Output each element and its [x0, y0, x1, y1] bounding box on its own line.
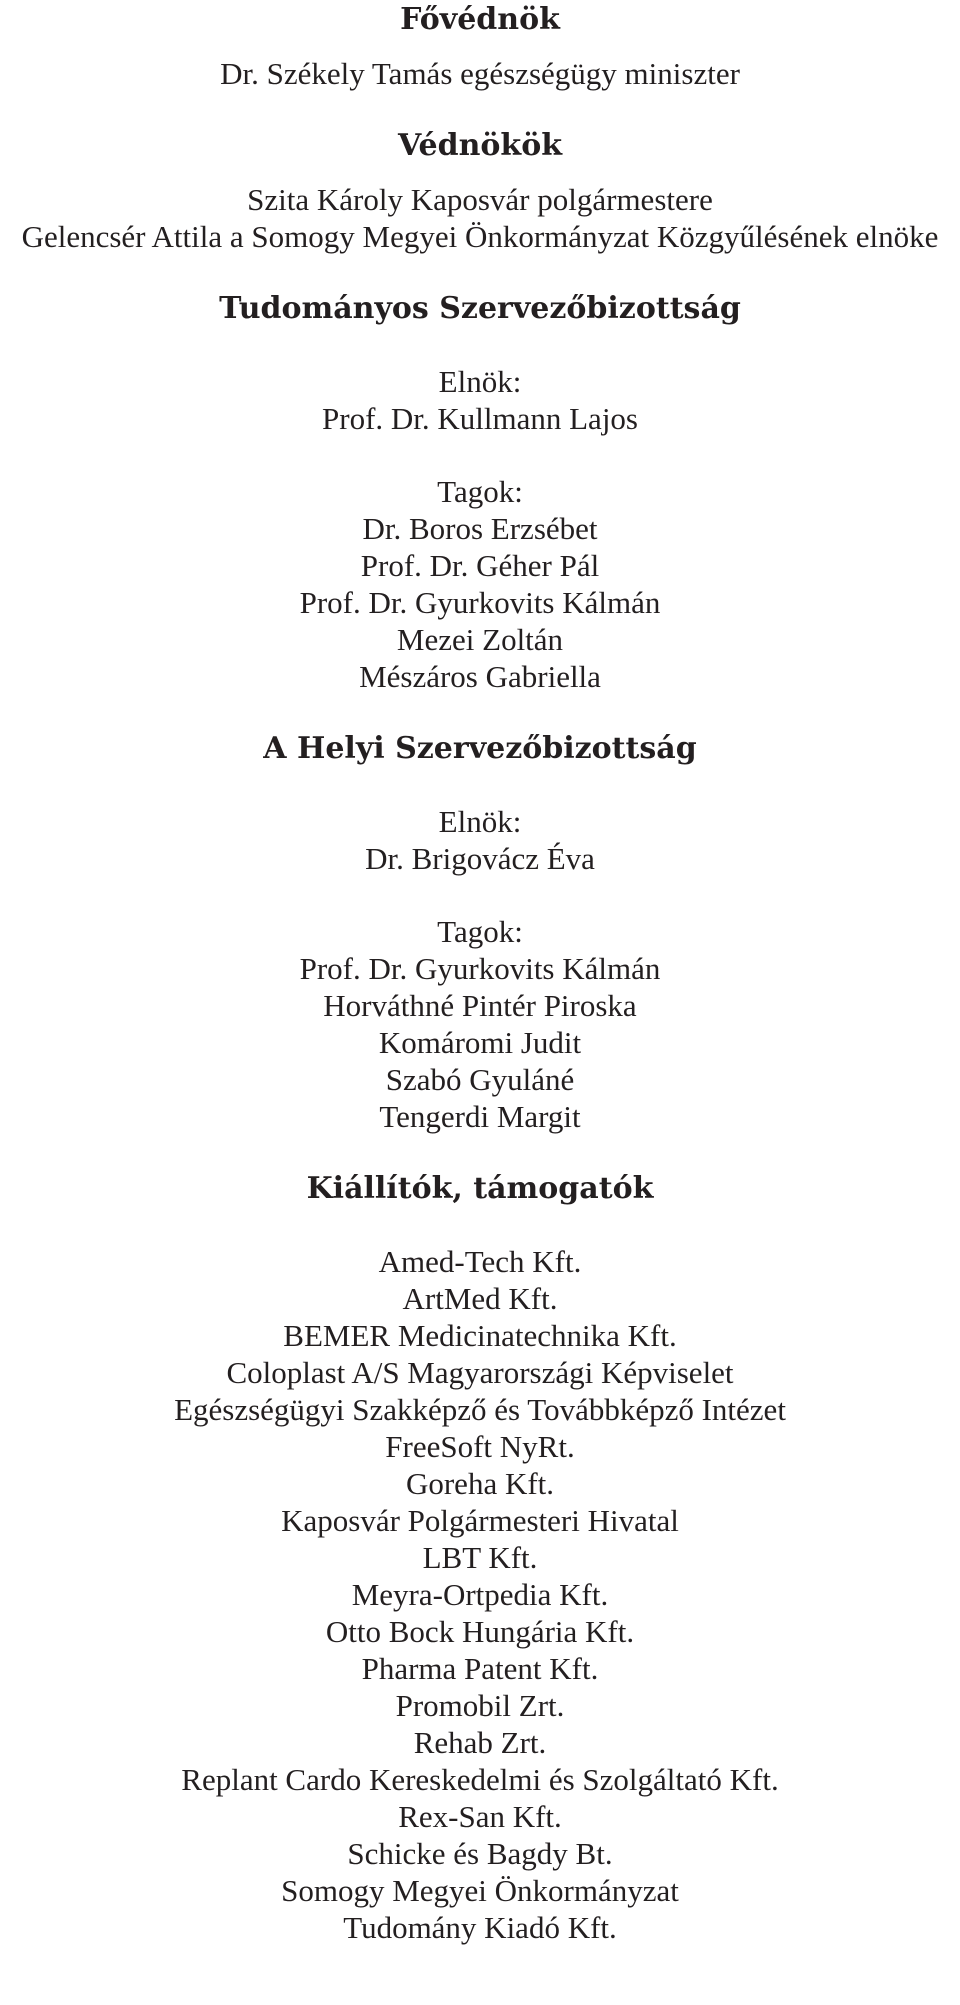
members-label: Tagok:: [437, 914, 523, 949]
exhibitor-item: Rex-San Kft.: [398, 1799, 562, 1834]
exhibitor-item: Pharma Patent Kft.: [361, 1651, 599, 1686]
exhibitor-item: Amed-Tech Kft.: [378, 1244, 582, 1279]
exhibitor-item: Otto Bock Hungária Kft.: [325, 1614, 635, 1649]
exhibitors-heading: Kiállítók, támogatók: [306, 1171, 654, 1206]
member-name: Prof. Dr. Gyurkovits Kálmán: [299, 951, 661, 986]
member-name: Mészáros Gabriella: [359, 659, 601, 694]
sponsors-heading: Védnökök: [398, 128, 562, 163]
chair-name: Dr. Brigovácz Éva: [365, 841, 595, 876]
sponsors-section: [0, 128, 960, 255]
chair-label: Elnök:: [438, 364, 522, 399]
member-name: Horváthné Pintér Piroska: [323, 988, 637, 1023]
patron-name: Dr. Székely Tamás egészségügy miniszter: [220, 56, 740, 91]
member-name: Komáromi Judit: [378, 1025, 582, 1060]
exhibitor-item: BEMER Medicinatechnika Kft.: [283, 1318, 677, 1353]
local-committee-section: [0, 731, 960, 1135]
patron-section: [0, 0, 960, 92]
local-committee-heading: A Helyi Szervezőbizottság: [263, 731, 697, 766]
exhibitor-item: ArtMed Kft.: [402, 1281, 558, 1316]
exhibitor-item: Replant Cardo Kereskedelmi és Szolgáltató Kft.: [181, 1762, 779, 1797]
exhibitor-item: Rehab Zrt.: [413, 1725, 547, 1760]
member-name: Mezei Zoltán: [396, 622, 564, 657]
exhibitor-item: LBT Kft.: [422, 1540, 538, 1575]
member-name: Szabó Gyuláné: [385, 1062, 575, 1097]
exhibitor-item: Coloplast A/S Magyarországi Képviselet: [226, 1355, 734, 1390]
sponsor-line: Gelencsér Attila a Somogy Megyei Önkormányzat Közgyűlésének elnöke: [21, 219, 939, 254]
sponsor-line: Szita Károly Kaposvár polgármestere: [247, 182, 713, 217]
exhibitor-item: Meyra-Ortpedia Kft.: [351, 1577, 609, 1612]
exhibitor-item: Somogy Megyei Önkormányzat: [281, 1873, 679, 1908]
member-name: Dr. Boros Erzsébet: [362, 511, 598, 546]
exhibitor-item: Kaposvár Polgármesteri Hivatal: [281, 1503, 679, 1538]
exhibitor-item: Goreha Kft.: [405, 1466, 555, 1501]
member-name: Tengerdi Margit: [379, 1099, 581, 1134]
patron-heading: Fővédnök: [400, 2, 560, 37]
exhibitor-item: FreeSoft NyRt.: [385, 1429, 575, 1464]
members-label: Tagok:: [437, 474, 523, 509]
member-name: Prof. Dr. Géher Pál: [360, 548, 600, 583]
scientific-committee-section: [0, 291, 960, 695]
scientific-committee-heading: Tudományos Szervezőbizottság: [219, 291, 741, 326]
exhibitor-item: Egészségügyi Szakképző és Továbbképző Intézet: [174, 1392, 786, 1427]
member-name: Prof. Dr. Gyurkovits Kálmán: [299, 585, 661, 620]
exhibitors-section: [0, 1171, 960, 1946]
chair-name: Prof. Dr. Kullmann Lajos: [322, 401, 638, 436]
exhibitor-item: Schicke és Bagdy Bt.: [347, 1836, 613, 1871]
chair-label: Elnök:: [438, 804, 522, 839]
exhibitor-item: Tudomány Kiadó Kft.: [343, 1910, 617, 1945]
exhibitor-item: Promobil Zrt.: [395, 1688, 565, 1723]
